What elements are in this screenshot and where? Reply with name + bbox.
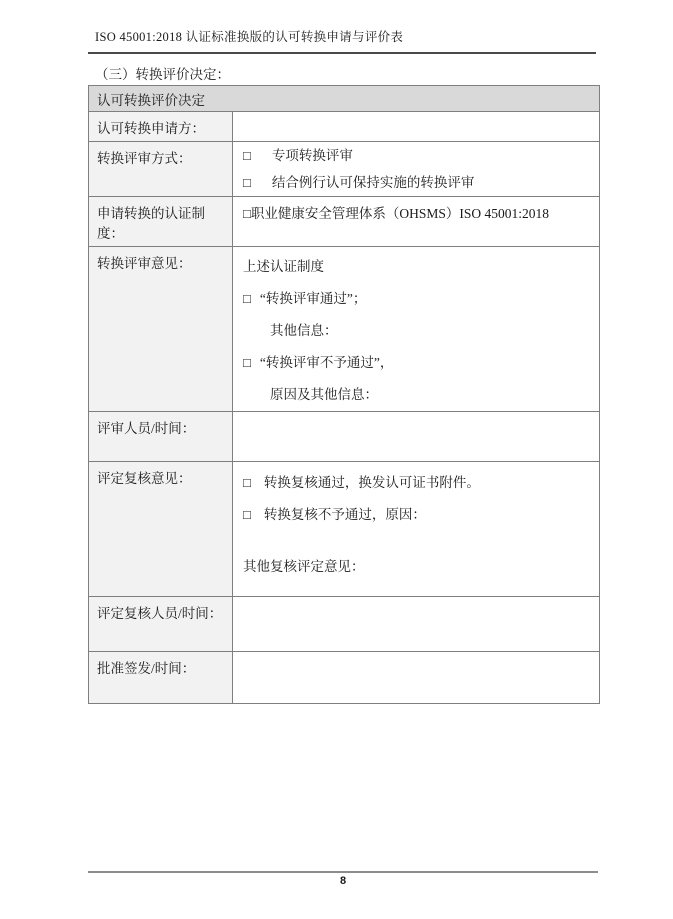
checkbox-review-passed-icon[interactable]: □: [243, 291, 251, 306]
page-number: 8: [339, 875, 347, 887]
page-footer: [88, 871, 598, 887]
review-not-passed-option: “转换评审不予通过”，: [259, 355, 394, 370]
review-mode-field: [233, 142, 599, 196]
applicant-label: 认可转换申请方：: [89, 112, 233, 141]
applicant-field[interactable]: [233, 112, 599, 141]
review-not-passed-extra-label: 原因及其他信息：: [270, 387, 378, 402]
checkbox-ohsms-icon[interactable]: □: [243, 206, 251, 221]
review-opinion-label: 转换评审意见：: [89, 247, 233, 411]
table-row-review-opinion: [89, 246, 599, 411]
recheck-signer-label: 评定复核人员/时间：: [89, 597, 233, 651]
table-row-approval: [89, 651, 599, 703]
recheck-not-passed-option: 转换复核不予通过，原因：: [263, 507, 426, 522]
approval-label: 批准签发/时间：: [89, 652, 233, 703]
checkbox-combined-routine-review-icon[interactable]: □: [243, 174, 251, 190]
recheck-blank-line: [243, 531, 595, 551]
recheck-opinion-field[interactable]: [233, 462, 599, 596]
table-header-label: 认可转换评价决定: [97, 93, 205, 108]
recheck-signer-field[interactable]: [233, 597, 599, 651]
checkbox-review-not-passed-icon[interactable]: □: [243, 355, 251, 370]
combined-routine-review-option: 结合例行认可保持实施的转换评审: [271, 174, 475, 190]
cert-scheme-label: 申请转换的认证制度：: [89, 197, 233, 246]
checkbox-recheck-passed-icon[interactable]: □: [243, 475, 251, 490]
recheck-other-label: 其他复核评定意见：: [243, 559, 365, 574]
evaluation-decision-table: [88, 85, 600, 704]
section-title: （三）转换评价决定：: [95, 67, 230, 82]
checkbox-special-transition-review-icon[interactable]: □: [243, 148, 251, 163]
table-row-review-mode: [89, 141, 599, 196]
reviewer-label: 评审人员/时间：: [89, 412, 233, 461]
review-passed-option: “转换评审通过”；: [259, 291, 367, 306]
table-row-reviewer: [89, 411, 599, 461]
approval-field[interactable]: [233, 652, 599, 703]
table-row-recheck-signer: [89, 596, 599, 651]
table-row-applicant: [89, 111, 599, 141]
cert-scheme-field: [233, 197, 599, 246]
checkbox-recheck-not-passed-icon[interactable]: □: [243, 507, 251, 522]
recheck-opinion-label: 评定复核意见：: [89, 462, 233, 596]
table-row-cert-scheme: [89, 196, 599, 246]
review-mode-label: 转换评审方式：: [89, 142, 233, 196]
review-passed-extra-label: 其他信息：: [270, 323, 338, 338]
table-header-row: [89, 86, 599, 111]
document-header-title: ISO 45001:2018 认证标准换版的认可转换申请与评价表: [88, 27, 596, 54]
table-row-recheck-opinion: [89, 461, 599, 596]
review-opinion-field[interactable]: [233, 247, 599, 411]
recheck-passed-option: 转换复核通过，换发认可证书附件。: [263, 475, 480, 490]
review-opinion-intro: 上述认证制度: [243, 259, 324, 274]
ohsms-option: 职业健康安全管理体系（OHSMS）ISO 45001:2018: [250, 206, 550, 221]
reviewer-field[interactable]: [233, 412, 599, 461]
special-transition-review-option: 专项转换评审: [271, 148, 353, 163]
